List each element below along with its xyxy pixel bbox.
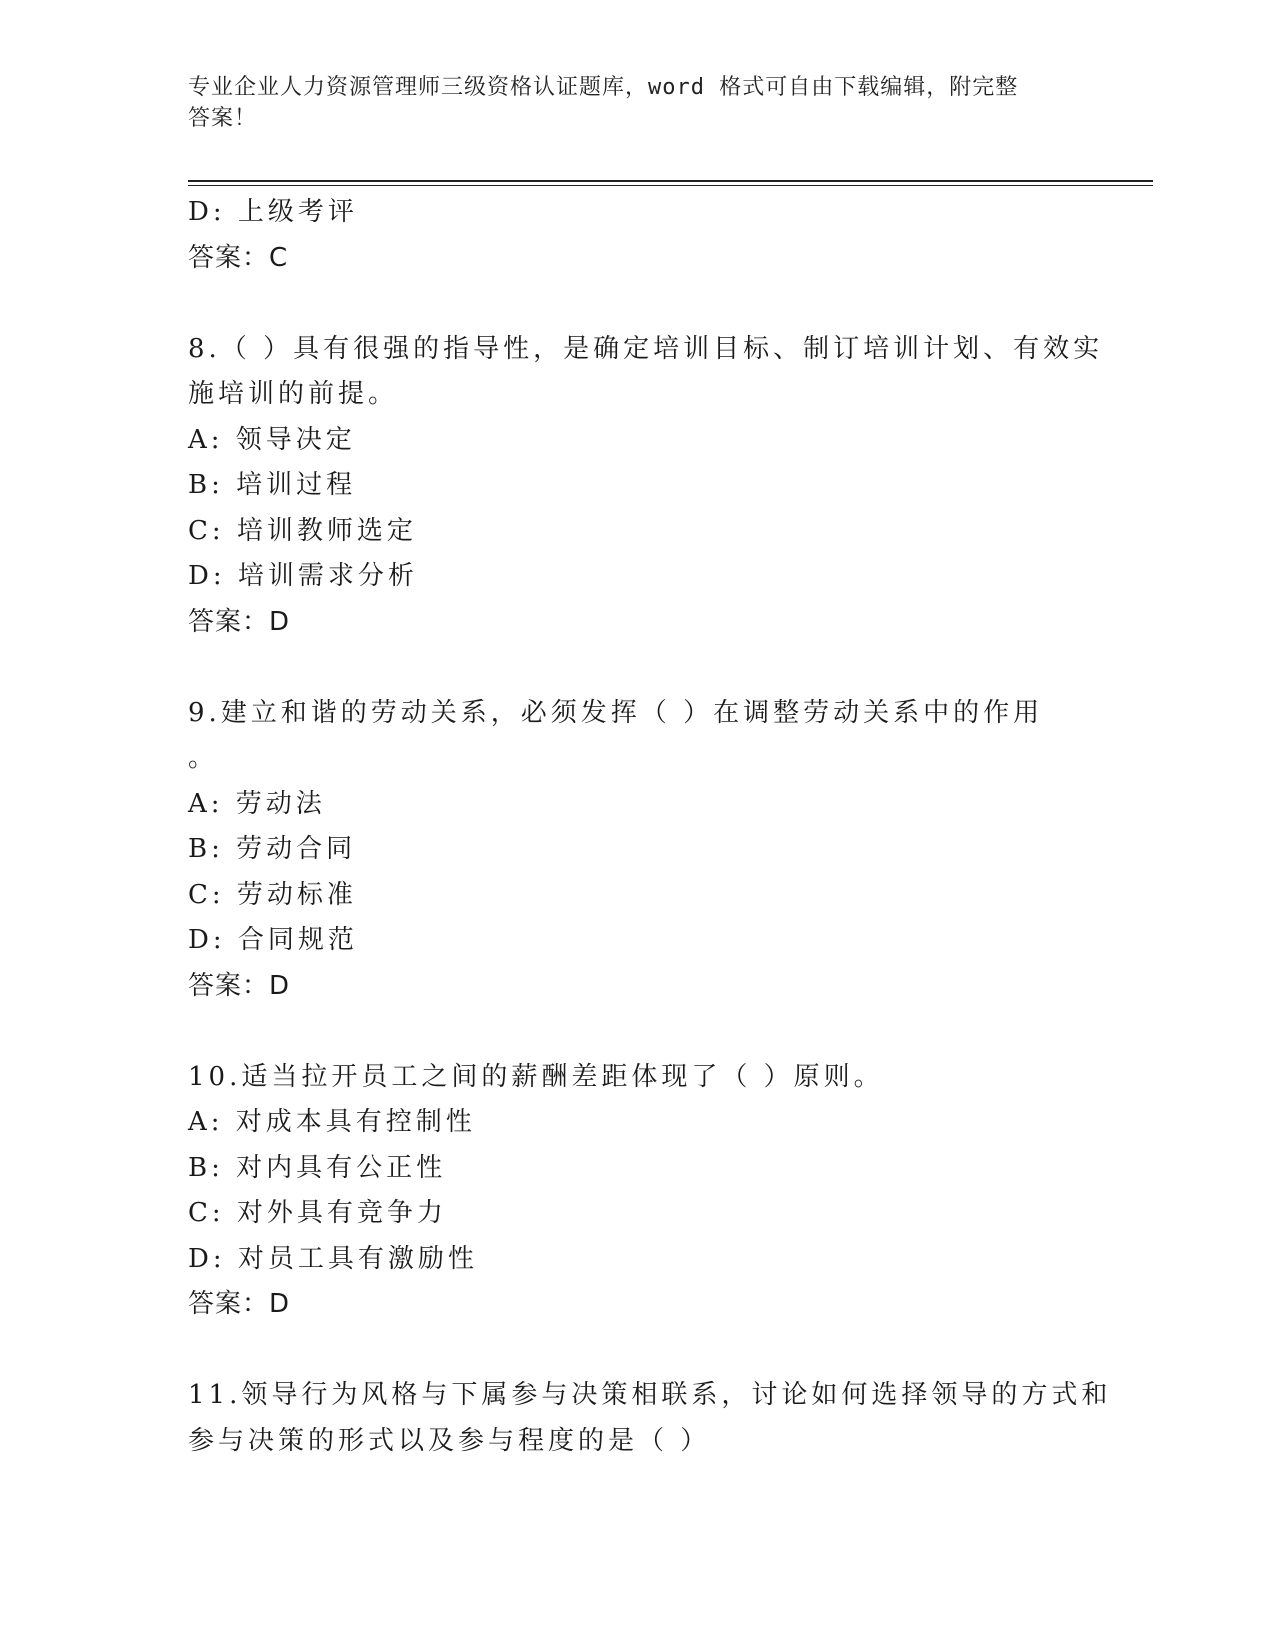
spacer — [188, 645, 1088, 691]
question-stem: 施培训的前提。 — [188, 379, 399, 409]
header-note — [188, 72, 1068, 134]
option-b: B: 对内具有公正性 — [188, 1152, 447, 1183]
spacer — [188, 1009, 1088, 1055]
spacer — [188, 1328, 1088, 1374]
question-stem: 10.适当拉开员工之间的薪酬差距体现了（ ）原则。 — [188, 1061, 884, 1092]
question-10 — [188, 1055, 1088, 1328]
answer-line: 答案：D — [188, 606, 291, 637]
header-note-line: 答案！ — [188, 106, 258, 131]
spacer — [188, 281, 1088, 327]
option-c: C: 劳动标准 — [188, 879, 357, 910]
question-8 — [188, 327, 1104, 646]
option-d: D: 培训需求分析 — [188, 561, 418, 591]
option-c: C: 培训教师选定 — [188, 515, 417, 546]
header-note-line: 专业企业人力资源管理师三级资格认证题库，word 格式可自由下载编辑，附完整 — [188, 75, 1019, 100]
option-b: B: 劳动合同 — [188, 834, 357, 864]
option-a: A: 对成本具有控制性 — [188, 1107, 476, 1137]
question-stem: 参与决策的形式以及参与程度的是（ ） — [188, 1425, 711, 1456]
question-stem: 。 — [188, 743, 219, 773]
question-stem: 8.（ ）具有很强的指导性，是确定培训目标、制订培训计划、有效实 — [188, 333, 1104, 364]
question-list — [188, 190, 1112, 1464]
option-d: D: 上级考评 — [188, 197, 358, 227]
question-11 — [188, 1373, 1112, 1464]
answer-line: 答案：D — [188, 970, 291, 1001]
question-9 — [188, 691, 1088, 1010]
option-a: A: 劳动法 — [188, 788, 326, 819]
question-stem: 9.建立和谐的劳动关系，必须发挥（ ）在调整劳动关系中的作用 — [188, 697, 1044, 728]
option-a: A: 领导决定 — [188, 424, 356, 455]
answer-line: 答案：D — [188, 1289, 291, 1319]
option-d: D: 对员工具有激励性 — [188, 1243, 478, 1274]
header-rule-thin — [188, 185, 1153, 186]
option-c: C: 对外具有竞争力 — [188, 1198, 447, 1228]
header-rule — [188, 180, 1153, 182]
question-stem: 11.领导行为风格与下属参与决策相联系，讨论如何选择领导的方式和 — [188, 1380, 1112, 1410]
answer-line: 答案：C — [188, 242, 289, 273]
option-d: D: 合同规范 — [188, 925, 358, 955]
option-b: B: 培训过程 — [188, 470, 357, 500]
